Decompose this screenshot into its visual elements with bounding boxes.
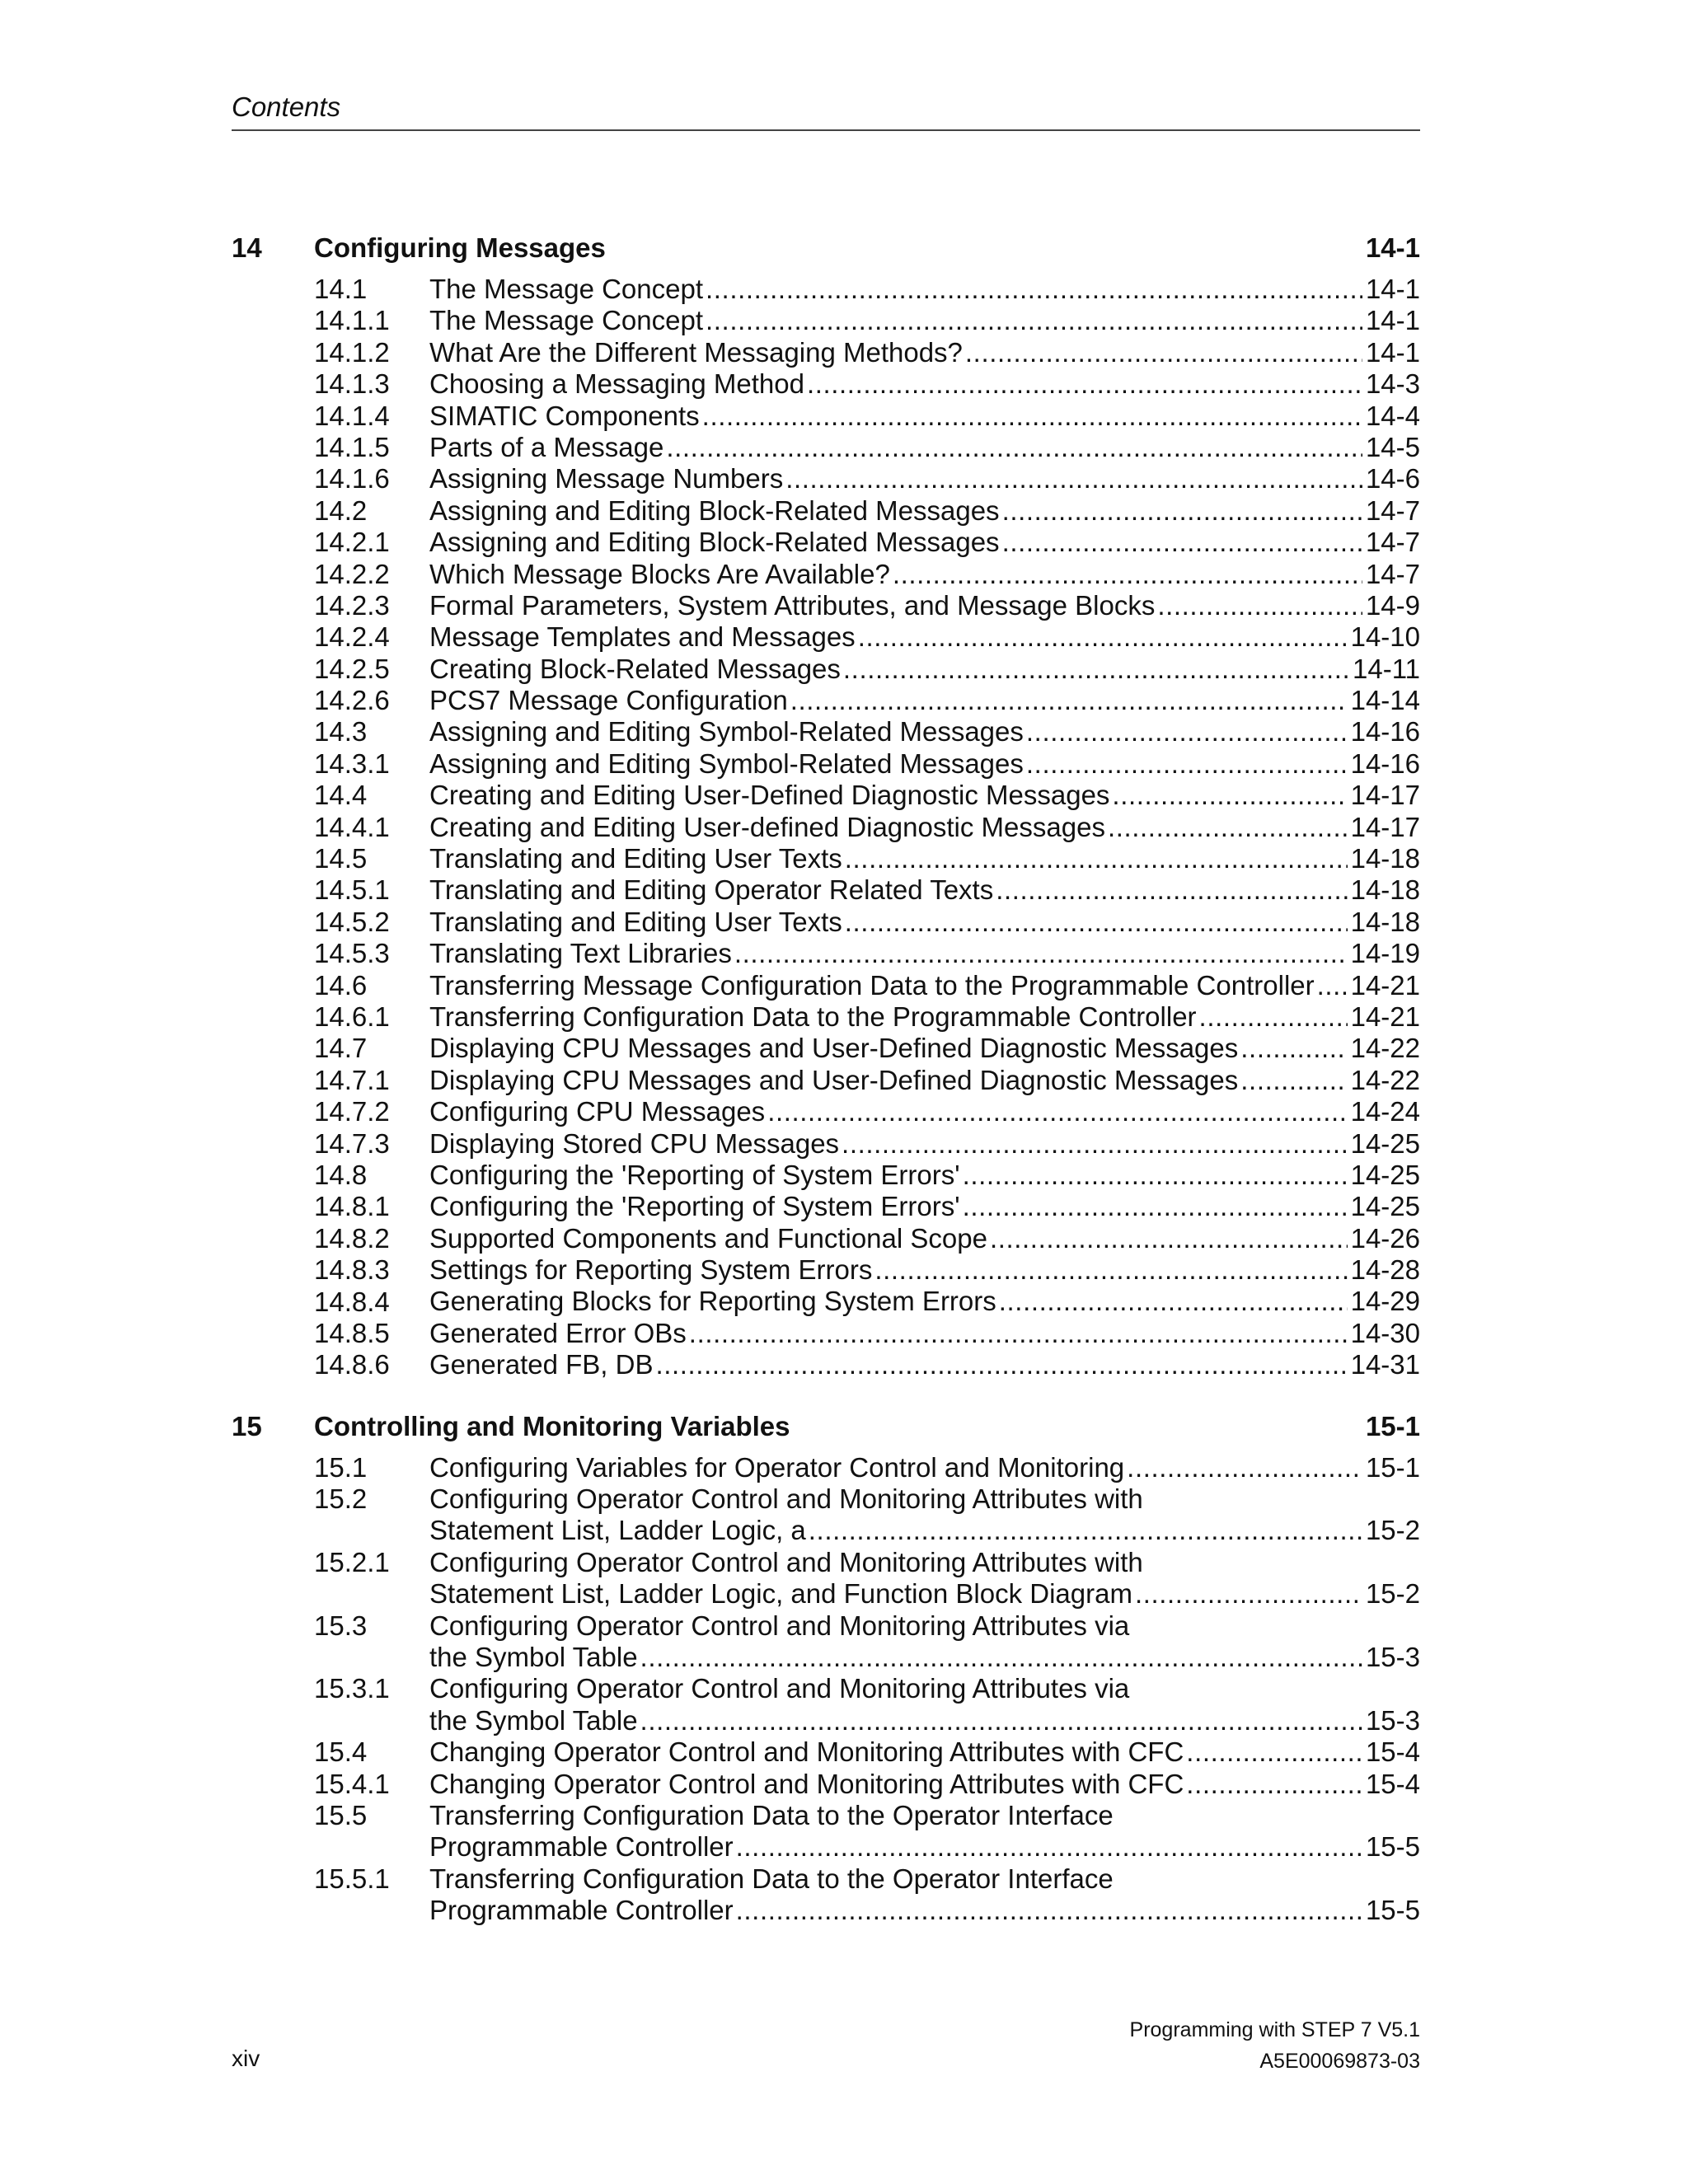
toc-entry-row bbox=[429, 463, 1420, 494]
toc-entry-row bbox=[429, 1001, 1420, 1033]
toc-entry-number: 15.3.1 bbox=[314, 1673, 390, 1704]
dot-leader bbox=[706, 305, 1362, 336]
toc-entry[interactable] bbox=[232, 1673, 1420, 1736]
toc-entry[interactable] bbox=[232, 970, 1420, 1001]
dot-leader bbox=[1002, 495, 1362, 527]
dot-leader bbox=[999, 1286, 1348, 1317]
toc-entry-number: 14.8.1 bbox=[314, 1191, 390, 1222]
toc-entry-page: 14-31 bbox=[1350, 1349, 1420, 1380]
toc-entry-row bbox=[429, 780, 1420, 811]
toc-entry-title: Assigning and Editing Symbol-Related Messages bbox=[429, 716, 1024, 748]
toc-entry[interactable] bbox=[232, 1001, 1420, 1033]
toc-entry-row bbox=[429, 1065, 1420, 1096]
chapter-title: Controlling and Monitoring Variables bbox=[314, 1410, 790, 1441]
toc-entry-page: 14-17 bbox=[1350, 780, 1420, 811]
toc-entry[interactable] bbox=[232, 938, 1420, 969]
toc-entry-title: Generated FB, DB bbox=[429, 1349, 654, 1380]
toc-entry-title: Statement List, Ladder Logic, a bbox=[429, 1515, 806, 1546]
toc-entry-title: Changing Operator Control and Monitoring Attributes with CFC bbox=[429, 1736, 1184, 1768]
toc-entry-row bbox=[429, 1831, 1420, 1863]
chapter-number: 15 bbox=[232, 1410, 262, 1441]
toc-entry[interactable] bbox=[232, 337, 1420, 368]
toc-entry-title: Assigning and Editing Symbol-Related Messages bbox=[429, 748, 1024, 779]
toc-entry-title: Transferring Configuration Data to the Programmable Controller bbox=[429, 1001, 1197, 1032]
toc-entry[interactable] bbox=[232, 305, 1420, 336]
toc-entry-page: 14-30 bbox=[1350, 1317, 1420, 1348]
toc-entry-title-line1: Configuring Operator Control and Monitoring Attributes via bbox=[429, 1673, 1130, 1704]
toc-entry-number: 14.2 bbox=[314, 494, 368, 526]
toc-entry[interactable] bbox=[232, 1769, 1420, 1800]
toc-entry-row bbox=[429, 274, 1420, 305]
chapter-title: Configuring Messages bbox=[314, 232, 606, 263]
toc-entry-number: 14.1.1 bbox=[314, 305, 390, 336]
toc-entry-title: Programmable Controller bbox=[429, 1895, 734, 1926]
toc-entry-page: 14-7 bbox=[1365, 527, 1420, 558]
toc-entry[interactable] bbox=[232, 874, 1420, 906]
toc-entry[interactable] bbox=[232, 843, 1420, 874]
toc-entry[interactable] bbox=[232, 1452, 1420, 1483]
toc-entry-title: Creating and Editing User-Defined Diagnostic Messages bbox=[429, 780, 1110, 811]
toc-entry-number: 14.2.1 bbox=[314, 527, 390, 558]
toc-entry-number: 14.8.5 bbox=[314, 1317, 390, 1348]
toc-entry-row bbox=[429, 1895, 1420, 1926]
toc-entry-row bbox=[429, 621, 1420, 653]
footer-page-number: xiv bbox=[232, 2046, 260, 2071]
toc-entry-page: 14-9 bbox=[1365, 589, 1420, 621]
toc-entry-number: 15.2.1 bbox=[314, 1546, 390, 1577]
toc-entry-row bbox=[429, 432, 1420, 463]
dot-leader bbox=[965, 337, 1362, 368]
toc-entry-page: 14-25 bbox=[1350, 1159, 1420, 1190]
toc-entry-row bbox=[429, 812, 1420, 843]
toc-entry-number: 15.1 bbox=[314, 1451, 368, 1483]
chapter-heading[interactable] bbox=[232, 227, 1420, 269]
toc-entry[interactable] bbox=[232, 621, 1420, 653]
toc-entry-row bbox=[429, 368, 1420, 400]
dot-leader bbox=[767, 1096, 1347, 1127]
dot-leader bbox=[734, 938, 1348, 969]
footer-doc-code: A5E00069873-03 bbox=[1259, 2050, 1420, 2073]
toc-entry-title: Displaying CPU Messages and User-Defined Diagnostic Messages bbox=[429, 1064, 1239, 1095]
header-rule bbox=[232, 129, 1420, 131]
toc-entry-title: Settings for Reporting System Errors bbox=[429, 1254, 873, 1286]
toc-entry-page: 14-29 bbox=[1350, 1286, 1420, 1317]
toc-entry-row bbox=[429, 1128, 1420, 1160]
toc-entry-row bbox=[429, 938, 1420, 969]
toc-entry[interactable] bbox=[232, 1318, 1420, 1349]
toc-entry-number: 14.1.5 bbox=[314, 431, 390, 462]
toc-entry-title: SIMATIC Components bbox=[429, 400, 700, 431]
toc-entry-number: 14.7.3 bbox=[314, 1127, 390, 1159]
toc-entry-row bbox=[429, 401, 1420, 432]
toc-entry-page: 14-7 bbox=[1365, 494, 1420, 526]
toc-entry-page: 15-4 bbox=[1365, 1768, 1420, 1799]
toc-entry[interactable] bbox=[232, 368, 1420, 400]
toc-entry-title-line1: Configuring Operator Control and Monitoring Attributes with bbox=[429, 1546, 1143, 1577]
toc-entry-page: 14-4 bbox=[1365, 400, 1420, 431]
dot-leader bbox=[809, 1515, 1362, 1546]
toc-entry-page: 14-1 bbox=[1365, 305, 1420, 336]
toc-entry-row bbox=[429, 1642, 1420, 1673]
toc-entry-title: Generating Blocks for Reporting System Errors bbox=[429, 1286, 996, 1317]
toc-entry-page: 14-5 bbox=[1365, 431, 1420, 462]
chapter-heading[interactable] bbox=[232, 1406, 1420, 1447]
toc-entry-row bbox=[429, 685, 1420, 716]
toc-entry-number: 14.1.6 bbox=[314, 463, 390, 494]
dot-leader bbox=[736, 1895, 1362, 1926]
toc-entry-row bbox=[429, 843, 1420, 874]
dot-leader bbox=[807, 368, 1362, 400]
toc-entry-title: PCS7 Message Configuration bbox=[429, 685, 788, 716]
dot-leader bbox=[1135, 1578, 1362, 1610]
toc-entry-number: 14.8.3 bbox=[314, 1254, 390, 1286]
toc-entry-page: 14-21 bbox=[1350, 969, 1420, 1001]
toc-entry[interactable] bbox=[232, 1033, 1420, 1064]
toc-entry[interactable] bbox=[232, 1547, 1420, 1610]
toc-entry[interactable] bbox=[232, 559, 1420, 590]
dot-leader bbox=[702, 401, 1362, 432]
toc-entry-title: Parts of a Message bbox=[429, 431, 664, 462]
toc-entry-row bbox=[429, 907, 1420, 938]
toc-entry[interactable] bbox=[232, 1800, 1420, 1863]
toc-entry-number: 14.2.2 bbox=[314, 558, 390, 589]
toc-entry-number: 14.8.6 bbox=[314, 1349, 390, 1380]
dot-leader bbox=[1127, 1452, 1362, 1483]
toc-entry-number: 14.3.1 bbox=[314, 748, 390, 779]
toc-entry-title-line1: Transferring Configuration Data to the Operator Interface bbox=[429, 1863, 1114, 1894]
toc-entry[interactable] bbox=[232, 685, 1420, 716]
toc-entry[interactable] bbox=[232, 1863, 1420, 1927]
toc-entry-title: the Symbol Table bbox=[429, 1642, 638, 1673]
toc-entry[interactable] bbox=[232, 274, 1420, 305]
toc-entry-title: Which Message Blocks Are Available? bbox=[429, 558, 890, 589]
toc-entry-title: Translating and Editing User Texts bbox=[429, 843, 842, 874]
toc-entry-page: 15-5 bbox=[1365, 1831, 1420, 1863]
toc-entry-row bbox=[429, 1318, 1420, 1349]
toc-entry-number: 14.8.2 bbox=[314, 1222, 390, 1254]
toc-entry-title-line1: Configuring Operator Control and Monitoring Attributes with bbox=[429, 1483, 1143, 1515]
toc-entry-page: 14-1 bbox=[1365, 336, 1420, 368]
toc-entry-page: 14-6 bbox=[1365, 463, 1420, 494]
toc-entry-page: 14-18 bbox=[1350, 906, 1420, 937]
toc-entry-page: 14-16 bbox=[1350, 716, 1420, 748]
toc-entry-page: 15-5 bbox=[1365, 1895, 1420, 1926]
toc-entry-row bbox=[429, 1096, 1420, 1127]
toc-entry[interactable] bbox=[232, 432, 1420, 463]
toc-entry-title: Displaying Stored CPU Messages bbox=[429, 1127, 840, 1159]
toc-entry-title: the Symbol Table bbox=[429, 1704, 638, 1736]
toc-entry[interactable] bbox=[232, 654, 1420, 685]
toc-entry-page: 14-18 bbox=[1350, 874, 1420, 906]
toc-entry[interactable] bbox=[232, 1286, 1420, 1318]
toc-entry[interactable] bbox=[232, 748, 1420, 780]
toc-entry-page: 14-21 bbox=[1350, 1001, 1420, 1032]
toc-entry-page: 14-26 bbox=[1350, 1222, 1420, 1254]
toc-entry-number: 15.3 bbox=[314, 1610, 368, 1641]
toc-entry-title: Configuring the 'Reporting of System Errors' bbox=[429, 1191, 960, 1222]
toc-entry-page: 14-28 bbox=[1350, 1254, 1420, 1286]
dot-leader bbox=[1108, 812, 1348, 843]
toc-entry-title: Displaying CPU Messages and User-Defined Diagnostic Messages bbox=[429, 1033, 1239, 1064]
toc-entry-title: Creating Block-Related Messages bbox=[429, 653, 841, 684]
toc-entry-row bbox=[429, 654, 1420, 685]
toc-entry-title: Message Templates and Messages bbox=[429, 621, 856, 653]
toc-entry-number: 14.8.4 bbox=[314, 1286, 390, 1317]
dot-leader bbox=[640, 1705, 1362, 1736]
dot-leader bbox=[790, 685, 1348, 716]
dot-leader bbox=[1186, 1736, 1362, 1768]
dot-leader bbox=[1317, 970, 1348, 1001]
running-header: Contents bbox=[232, 91, 341, 122]
toc-entry-title: Statement List, Ladder Logic, and Function Block Diagram bbox=[429, 1578, 1132, 1610]
toc-entry-title: Generated Error OBs bbox=[429, 1317, 687, 1348]
toc-entry-number: 14.5.1 bbox=[314, 874, 390, 906]
toc-entry-title: Translating and Editing Operator Related Texts bbox=[429, 874, 994, 906]
toc-entry-row bbox=[429, 1578, 1420, 1610]
toc-entry-number: 15.4 bbox=[314, 1736, 368, 1768]
toc-entry-title: Translating Text Libraries bbox=[429, 938, 732, 969]
dot-leader bbox=[1112, 780, 1347, 811]
toc-entry[interactable] bbox=[232, 1160, 1420, 1191]
toc-entry-row bbox=[429, 559, 1420, 590]
toc-entry-title: The Message Concept bbox=[429, 305, 704, 336]
toc-entry-row bbox=[429, 748, 1420, 780]
toc-entry-number: 14.7.2 bbox=[314, 1096, 390, 1127]
dot-leader bbox=[963, 1191, 1348, 1222]
toc-entry-title: Configuring the 'Reporting of System Errors' bbox=[429, 1159, 960, 1190]
toc-entry-title: Supported Components and Functional Scope bbox=[429, 1222, 987, 1254]
dot-leader bbox=[736, 1831, 1362, 1863]
dot-leader bbox=[1199, 1001, 1348, 1033]
toc-entry-number: 14.3 bbox=[314, 716, 368, 748]
toc-entry-page: 14-24 bbox=[1350, 1096, 1420, 1127]
dot-leader bbox=[706, 274, 1362, 305]
toc-entry-page: 15-4 bbox=[1365, 1736, 1420, 1768]
toc-entry-page: 15-3 bbox=[1365, 1704, 1420, 1736]
toc-entry-row bbox=[429, 590, 1420, 621]
table-of-contents bbox=[232, 227, 1420, 1927]
dot-leader bbox=[843, 654, 1349, 685]
toc-entry-row bbox=[429, 1515, 1420, 1546]
dot-leader bbox=[1186, 1769, 1362, 1800]
toc-entry-page: 14-1 bbox=[1365, 273, 1420, 304]
toc-entry-number: 14.6 bbox=[314, 969, 368, 1001]
dot-leader bbox=[640, 1642, 1362, 1673]
dot-leader bbox=[842, 1128, 1348, 1160]
dot-leader bbox=[845, 843, 1348, 874]
toc-entry-row bbox=[429, 1769, 1420, 1800]
toc-entry-page: 15-2 bbox=[1365, 1578, 1420, 1610]
dot-leader bbox=[666, 432, 1362, 463]
toc-entry-row bbox=[429, 1286, 1420, 1318]
toc-entry[interactable] bbox=[232, 463, 1420, 494]
dot-leader bbox=[655, 1349, 1347, 1380]
toc-entry-row bbox=[429, 527, 1420, 558]
toc-entry-title: Programmable Controller bbox=[429, 1831, 734, 1863]
toc-entry-page: 14-25 bbox=[1350, 1191, 1420, 1222]
toc-entry[interactable] bbox=[232, 1065, 1420, 1096]
toc-entry-row bbox=[429, 1349, 1420, 1380]
toc-entry-number: 15.5 bbox=[314, 1800, 368, 1831]
toc-entry-title: Assigning and Editing Block-Related Messages bbox=[429, 494, 1000, 526]
toc-entry[interactable] bbox=[232, 1610, 1420, 1674]
toc-entry-title: Configuring CPU Messages bbox=[429, 1096, 766, 1127]
toc-entry-row bbox=[429, 1191, 1420, 1222]
toc-entry-row bbox=[429, 495, 1420, 527]
toc-entry[interactable] bbox=[232, 907, 1420, 938]
toc-entry-page: 14-10 bbox=[1350, 621, 1420, 653]
toc-entry-page: 14-7 bbox=[1365, 558, 1420, 589]
dot-leader bbox=[1002, 527, 1362, 558]
toc-entry-page: 14-17 bbox=[1350, 811, 1420, 842]
dot-leader bbox=[996, 874, 1347, 906]
dot-leader bbox=[1240, 1033, 1347, 1064]
toc-entry-row bbox=[429, 1223, 1420, 1254]
toc-entry-number: 15.2 bbox=[314, 1483, 368, 1515]
toc-entry-row bbox=[429, 716, 1420, 748]
toc-entry-number: 14.2.5 bbox=[314, 653, 390, 684]
dot-leader bbox=[874, 1254, 1347, 1286]
dot-leader bbox=[689, 1318, 1348, 1349]
toc-entry[interactable] bbox=[232, 812, 1420, 843]
toc-entry-title: Configuring Variables for Operator Control and Monitoring bbox=[429, 1451, 1125, 1483]
toc-entry-number: 14.1 bbox=[314, 274, 368, 304]
dot-leader bbox=[1026, 748, 1348, 780]
toc-entry-number: 14.1.3 bbox=[314, 368, 390, 400]
toc-entry-page: 14-16 bbox=[1350, 748, 1420, 779]
dot-leader bbox=[845, 907, 1348, 938]
toc-entry-page: 14-18 bbox=[1350, 843, 1420, 874]
toc-entry-number: 14.2.3 bbox=[314, 589, 390, 621]
toc-entry-number: 15.4.1 bbox=[314, 1768, 390, 1799]
toc-entry-row bbox=[429, 337, 1420, 368]
toc-entry-number: 14.7 bbox=[314, 1033, 368, 1064]
toc-entry-page: 14-19 bbox=[1350, 938, 1420, 969]
chapter-page: 15-1 bbox=[1365, 1410, 1420, 1441]
toc-entry-page: 15-2 bbox=[1365, 1515, 1420, 1546]
toc-entry-title: The Message Concept bbox=[429, 273, 704, 304]
toc-entry-number: 14.6.1 bbox=[314, 1001, 390, 1032]
toc-entry-title: Choosing a Messaging Method bbox=[429, 368, 804, 400]
toc-entry-title: Changing Operator Control and Monitoring Attributes with CFC bbox=[429, 1768, 1184, 1799]
toc-entry-title: What Are the Different Messaging Methods? bbox=[429, 336, 963, 368]
toc-entry[interactable] bbox=[232, 716, 1420, 748]
toc-entry[interactable] bbox=[232, 780, 1420, 811]
toc-entry-page: 14-22 bbox=[1350, 1033, 1420, 1064]
toc-entry-title: Formal Parameters, System Attributes, and Message Blocks bbox=[429, 589, 1156, 621]
dot-leader bbox=[1240, 1065, 1347, 1096]
toc-entry-number: 15.5.1 bbox=[314, 1863, 390, 1894]
toc-entry-number: 14.5.2 bbox=[314, 906, 390, 937]
toc-entry-row bbox=[429, 1452, 1420, 1483]
toc-entry-page: 14-22 bbox=[1350, 1064, 1420, 1095]
toc-entry-row bbox=[429, 970, 1420, 1001]
toc-entry-page: 15-3 bbox=[1365, 1642, 1420, 1673]
toc-entry-row bbox=[429, 1736, 1420, 1768]
toc-entry[interactable] bbox=[232, 1191, 1420, 1222]
toc-entry[interactable] bbox=[232, 1254, 1420, 1286]
toc-entry[interactable] bbox=[232, 495, 1420, 527]
toc-entry-row bbox=[429, 305, 1420, 336]
toc-entry-row bbox=[429, 1160, 1420, 1191]
dot-leader bbox=[1157, 590, 1362, 621]
footer-book-title: Programming with STEP 7 V5.1 bbox=[1129, 2018, 1420, 2041]
toc-entry-title: Transferring Message Configuration Data to the Programmable Controller bbox=[429, 969, 1315, 1001]
toc-entry[interactable] bbox=[232, 1096, 1420, 1127]
toc-entry[interactable] bbox=[232, 1128, 1420, 1160]
toc-entry-row bbox=[429, 874, 1420, 906]
toc-entry-page: 14-3 bbox=[1365, 368, 1420, 400]
dot-leader bbox=[1026, 716, 1348, 748]
toc-entry-page: 14-14 bbox=[1350, 685, 1420, 716]
dot-leader bbox=[893, 559, 1362, 590]
toc-entry-page: 14-11 bbox=[1353, 653, 1420, 684]
toc-entry[interactable] bbox=[232, 1223, 1420, 1254]
chapter-page: 14-1 bbox=[1365, 232, 1420, 263]
toc-entry-title: Assigning Message Numbers bbox=[429, 463, 784, 494]
toc-entry[interactable] bbox=[232, 590, 1420, 621]
toc-entry[interactable] bbox=[232, 527, 1420, 558]
toc-entry-title: Assigning and Editing Block-Related Messages bbox=[429, 527, 1000, 558]
dot-leader bbox=[858, 621, 1348, 653]
chapter-number: 14 bbox=[232, 232, 262, 263]
toc-entry[interactable] bbox=[232, 401, 1420, 432]
toc-entry-row bbox=[429, 1033, 1420, 1064]
toc-entry-page: 14-25 bbox=[1350, 1127, 1420, 1159]
toc-entry-page: 15-1 bbox=[1365, 1451, 1420, 1483]
toc-entry-title: Creating and Editing User-defined Diagnostic Messages bbox=[429, 811, 1105, 842]
toc-entry[interactable] bbox=[232, 1736, 1420, 1768]
toc-entry-title-line1: Transferring Configuration Data to the Operator Interface bbox=[429, 1800, 1114, 1831]
toc-entry-number: 14.4.1 bbox=[314, 811, 390, 842]
toc-entry-number: 14.7.1 bbox=[314, 1064, 390, 1095]
toc-entry-number: 14.4 bbox=[314, 780, 368, 811]
toc-entry-title-line1: Configuring Operator Control and Monitoring Attributes via bbox=[429, 1610, 1130, 1641]
toc-entry-row bbox=[429, 1254, 1420, 1286]
dot-leader bbox=[963, 1160, 1348, 1191]
toc-entry-title: Translating and Editing User Texts bbox=[429, 906, 842, 937]
toc-entry-number: 14.1.2 bbox=[314, 336, 390, 368]
toc-entry-number: 14.5 bbox=[314, 843, 368, 874]
toc-entry[interactable] bbox=[232, 1483, 1420, 1547]
toc-entry-number: 14.1.4 bbox=[314, 400, 390, 431]
toc-entry-number: 14.8 bbox=[314, 1159, 368, 1190]
dot-leader bbox=[785, 463, 1362, 494]
toc-entry-number: 14.5.3 bbox=[314, 938, 390, 969]
toc-entry-number: 14.2.6 bbox=[314, 685, 390, 716]
dot-leader bbox=[990, 1223, 1348, 1254]
toc-entry-number: 14.2.4 bbox=[314, 621, 390, 653]
toc-entry[interactable] bbox=[232, 1349, 1420, 1380]
toc-entry-row bbox=[429, 1705, 1420, 1736]
